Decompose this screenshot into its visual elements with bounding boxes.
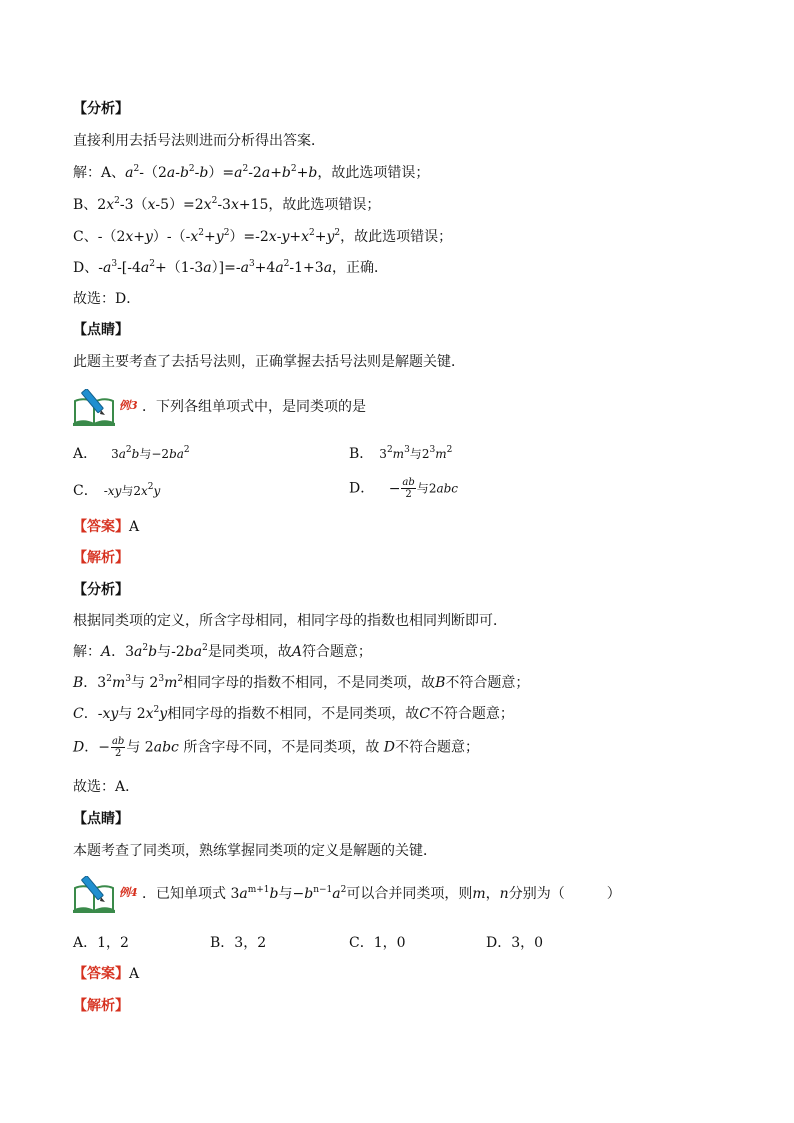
book-pencil-icon [72,389,118,427]
option-d [349,477,458,500]
option-c-expr: -xy与$2x^2y$ [103,482,161,498]
option-a-expr: $3a^2b$与$-2ba^2$ [111,445,190,461]
ex4-option-a: A．1，2 [73,935,129,951]
example-4-question: ．已知单项式 $3a^{m+1}b$与$-b^{n-1}a^2$可以合并同类项，则m，n分别为（ ） [142,885,621,902]
analysis-heading-1: 【分析】 [73,101,129,117]
ex3-solution-d-fraction-num: ab [111,736,125,747]
ex4-option-b: B．3，2 [210,935,267,951]
choice-line-1: 故选：D． [73,291,141,307]
ex3-solution-d [73,736,479,759]
option-d-fraction [401,477,415,500]
ex3-solution-b: B．$3^2m^3$与 $2^3m^2$相同字母的指数不相同，不是同类项，故B不符合题意； [73,674,530,691]
analysis-text-1: 直接利用去括号法则进而分析得出答案． [73,133,325,149]
ex3-solution-a: 解：A．$3a^2b$与$-2ba^2$是同类项，故A符合题意； [73,643,372,660]
solution-line-d: D、$-a^3-[-4a^2+(1-3a)]=-a^3+4a^2-1+3a$，正确． [73,259,389,276]
book-pencil-icon [72,876,118,914]
answer-label-4: 【答案】 [73,966,129,982]
example-3-question: ．下列各组单项式中，是同类项的是 [142,399,366,415]
comment-text-3: 本题考查了同类项，熟练掌握同类项的定义是解题的关键． [73,843,437,859]
solution-line-c: C、$-(2x+y)-(-x^2+y^2)=-2x-y+x^2+y^2$，故此选项错误； [73,228,453,245]
ex3-solution-d-fraction [111,736,125,759]
ex3-solution-d-rest: 与 2abc 所含字母不同，不是同类项，故 D不符合题意； [126,739,480,756]
ex3-solution-d-fraction-den: 2 [114,748,122,759]
example-3-tag: 例3 [119,399,138,412]
ex3-solution-d-minus: − [98,739,110,756]
solution-line-a: 解：A、$a^2-(2a-b^2-b)=a^2-2a+b^2+b$，故此选项错误； [73,164,430,181]
explain-heading-3: 【解析】 [73,550,129,566]
explain-heading-4: 【解析】 [73,998,129,1014]
option-c [73,481,160,501]
example-4-tag: 例4 [119,886,138,899]
solution-line-b: B、$2x^2-3(x-5)=2x^2-3x+15$，故此选项错误； [73,196,381,213]
ex3-solution-d-prefix: D． [73,739,99,756]
answer-line-4 [73,964,139,984]
option-b-expr: $3^2m^3$与$2^3m^2$ [379,445,453,461]
example-3-header [72,389,472,427]
ex4-option-c: C．1，0 [349,935,406,951]
choice-line-3: 故选：A． [73,779,140,795]
answer-label-3: 【答案】 [73,519,129,535]
analysis-heading-3: 【分析】 [73,582,129,598]
answer-value-4: A [129,966,140,982]
option-d-fraction-num: ab [402,477,415,488]
option-d-letter: D． [349,480,375,497]
option-b [349,444,452,464]
comment-text-1: 此题主要考查了去括号法则，正确掌握去括号法则是解题关键． [73,354,465,370]
comment-heading-3: 【点睛】 [73,811,129,827]
analysis-text-3: 根据同类项的定义，所含字母相同，相同字母的指数也相同判断即可． [73,613,507,629]
option-d-fraction-den: 2 [405,489,412,500]
option-a [73,444,190,464]
ex3-solution-c: C．-xy与 $2x^2y$相同字母的指数不相同，不是同类项，故C不符合题意； [73,705,514,722]
option-d-minus: − [388,480,401,497]
option-b-letter: B． [349,446,374,462]
option-c-letter: C． [73,483,98,499]
answer-line-3 [73,517,139,537]
ex4-option-d: D．3，0 [486,935,544,951]
answer-value-3: A [129,519,140,535]
option-a-letter: A． [73,446,98,462]
comment-heading-1: 【点睛】 [73,322,129,338]
example-4-header [72,876,632,914]
option-d-expr: 与2abc [416,481,459,496]
